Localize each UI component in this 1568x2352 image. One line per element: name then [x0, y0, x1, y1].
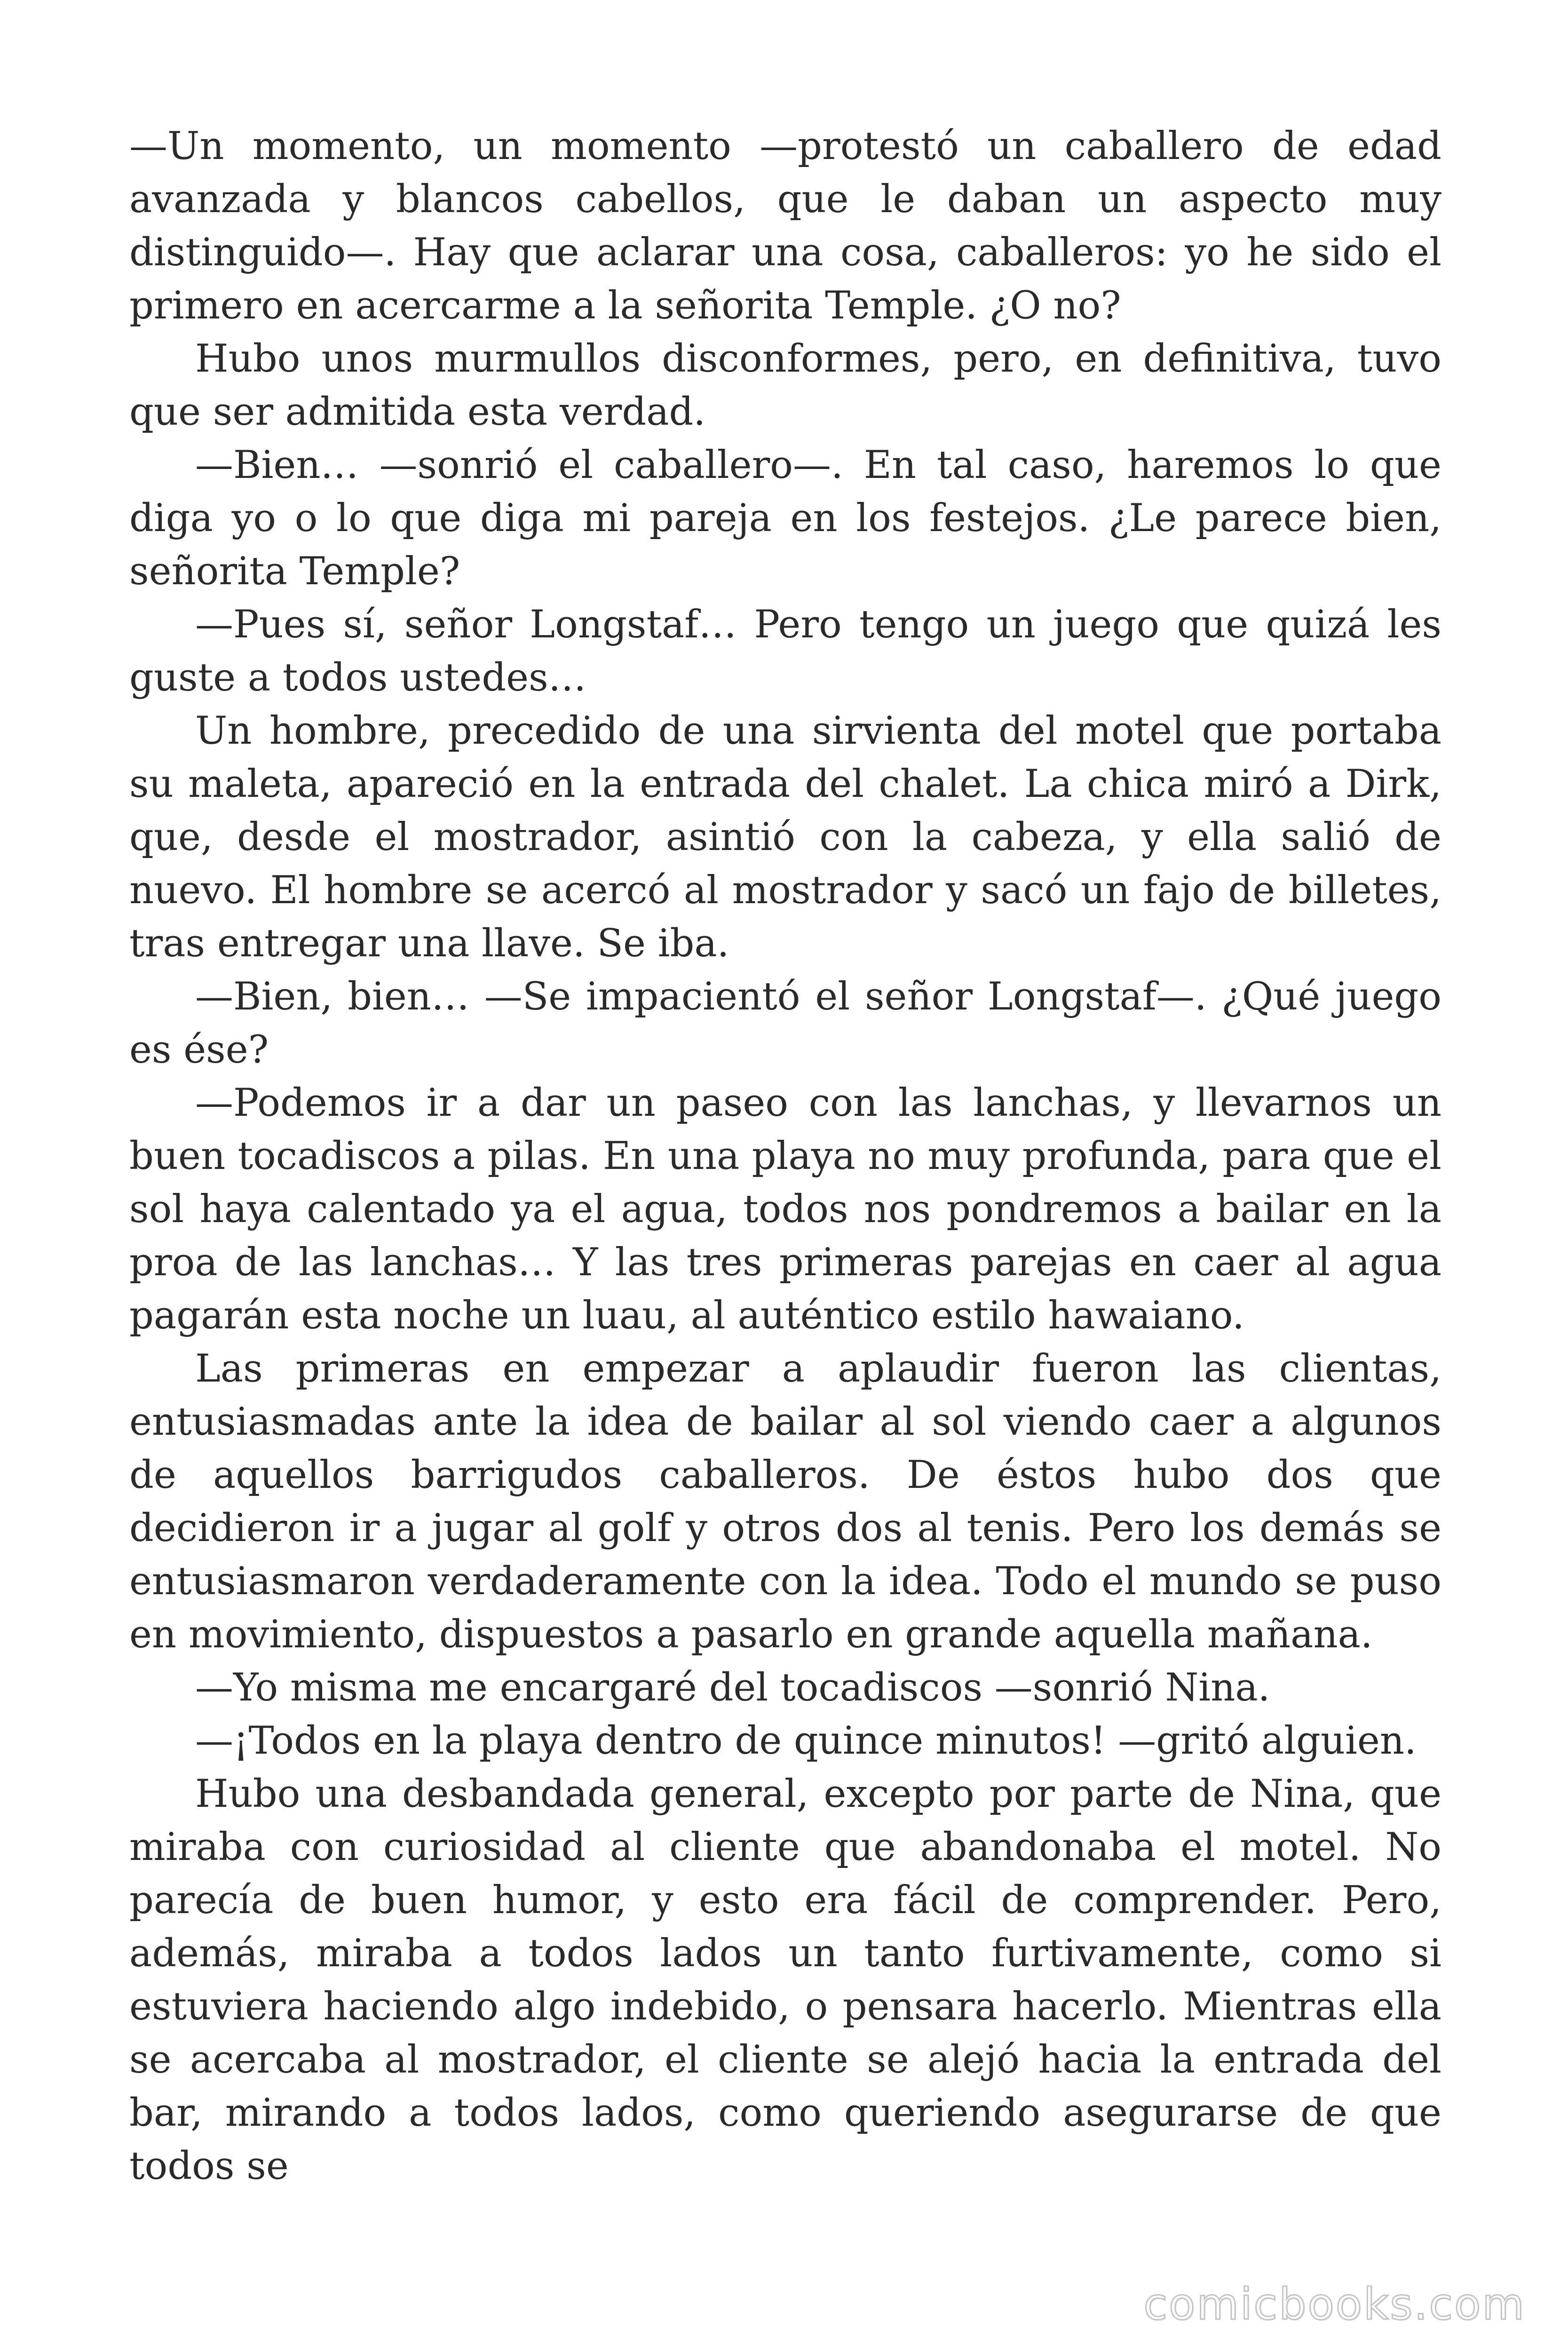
- paragraph: —Pues sí, señor Longstaf… Pero tengo un juego que quizá les guste a todos ustedes…: [129, 603, 1441, 700]
- paragraph: —Bien, bien… —Se impacientó el señor Longstaf—. ¿Qué juego es ése?: [129, 975, 1441, 1072]
- paragraph: Hubo unos murmullos disconformes, pero, en definitiva, tuvo que ser admitida esta verdad.: [129, 337, 1441, 434]
- paragraph: —Un momento, un momento —protestó un caballero de edad avanzada y blancos cabellos, que le daban un aspecto muy distinguido—. Hay que aclarar una cosa, caballeros: yo he sido el primero en acercarme a la señorita Temple. ¿O no?: [129, 124, 1441, 328]
- paragraph: Hubo una desbandada general, excepto por parte de Nina, que miraba con curiosidad al cliente que abandonaba el motel. No parecía de buen humor, y esto era fácil de comprender. Pero, además, miraba a todos lados un tanto furtivamente, como si estuviera haciendo algo indebido, o pensara hacerlo. Mientras ella se acercaba al mostrador, el cliente se alejó hacia la entrada del bar, mirando a todos lados, como queriendo asegurarse de que todos se: [129, 1772, 1441, 2188]
- paragraph: Un hombre, precedido de una sirvienta del motel que portaba su maleta, apareció en la entrada del chalet. La chica miró a Dirk, que, desde el mostrador, asintió con la cabeza, y ella salió de nuevo. El hombre se acercó al mostrador y sacó un fajo de billetes, tras entregar una llave. Se iba.: [129, 709, 1441, 966]
- paragraph: —Podemos ir a dar un paseo con las lanchas, y llevarnos un buen tocadiscos a pilas. En una playa no muy profunda, para que el sol haya calentado ya el agua, todos nos pondremos a bailar en la proa de las lanchas… Y las tres primeras parejas en caer al agua pagarán esta noche un luau, al auténtico estilo hawaiano.: [129, 1081, 1441, 1338]
- paragraph: —Bien… —sonrió el caballero—. En tal caso, haremos lo que diga yo o lo que diga mi pareja en los festejos. ¿Le parece bien, señorita Temple?: [129, 443, 1441, 594]
- body-text: [129, 120, 1441, 2193]
- paragraph: —¡Todos en la playa dentro de quince minutos! —gritó alguien.: [195, 1719, 1417, 1763]
- paragraph: Las primeras en empezar a aplaudir fueron las clientas, entusiasmadas ante la idea de bailar al sol viendo caer a algunos de aquellos barrigudos caballeros. De éstos hubo dos que decidieron ir a jugar al golf y otros dos al tenis. Pero los demás se entusiasmaron verdaderamente con la idea. Todo el mundo se puso en movimiento, dispuestos a pasarlo en grande aquella mañana.: [129, 1347, 1441, 1657]
- watermark-logo: comicbooks.com: [1143, 2279, 1526, 2329]
- paragraph: —Yo misma me encargaré del tocadiscos —sonrió Nina.: [195, 1666, 1270, 1710]
